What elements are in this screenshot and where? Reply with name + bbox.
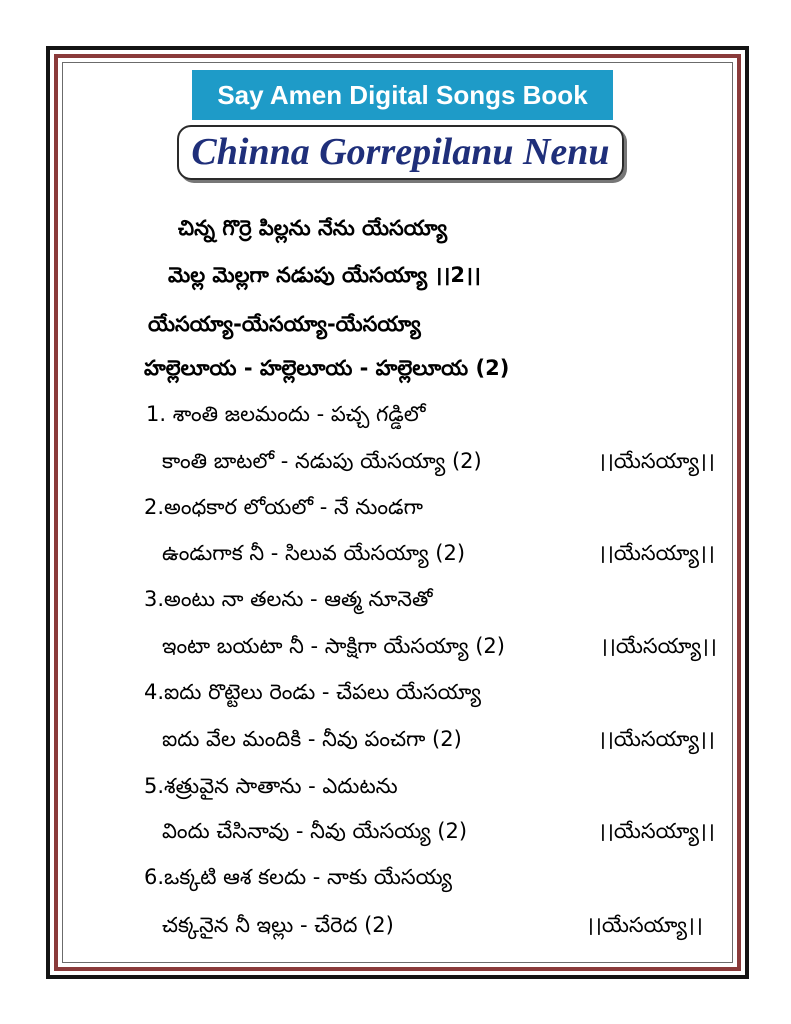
verse-refrain: ।।యేసయ్యా।।: [586, 913, 703, 937]
chorus-line: యేసయ్యా-యేసయ్యా-యేసయ్యా: [148, 312, 421, 336]
verse-line: 5.శత్రువైన సాతాను - ఎదుటను: [144, 774, 398, 798]
verse-refrain: ।।యేసయ్యా।।: [598, 541, 715, 565]
verse-refrain: ।।యేసయ్యా।।: [600, 634, 717, 658]
chorus-line: హల్లెలూయ - హల్లెలూయ - హల్లెలూయ (2): [144, 356, 510, 380]
verse-line: విందు చేసినావు - నీవు యేసయ్య (2): [162, 819, 468, 843]
verse-line: కాంతి బాటలో - నడుపు యేసయ్యా (2): [162, 449, 482, 473]
verse-line: చక్కనైన నీ ఇల్లు - చేరెద (2): [162, 913, 394, 937]
verse-line: ఇంటా బయటా నీ - సాక్షిగా యేసయ్యా (2): [162, 634, 505, 658]
verse-refrain: ।।యేసయ్యా।।: [598, 449, 715, 473]
verse-line: 1. శాంతి జలమందు - పచ్చ గడ్డిలో: [146, 402, 426, 426]
verse-refrain: ।।యేసయ్యా।।: [598, 819, 715, 843]
verse-line: 2.అంధకార లోయలో - నే నుండగా: [144, 495, 423, 519]
chorus-line: చిన్న గొర్రె పిల్లను నేను యేసయ్యా: [178, 216, 448, 240]
book-banner: Say Amen Digital Songs Book: [192, 70, 613, 120]
verse-line: 6.ఒక్కటి ఆశ కలదు - నాకు యేసయ్య: [144, 865, 453, 889]
verse-line: ఐదు వేల మందికి - నీవు పంచగా (2): [162, 727, 462, 751]
verse-line: 4.ఐదు రొట్టెలు రెండు - చేపలు యేసయ్యా: [144, 680, 481, 704]
song-title: Chinna Gorrepilanu Nenu: [177, 125, 624, 180]
chorus-line: మెల్ల మెల్లగా నడుపు యేసయ్యా ।।2।।: [168, 263, 481, 287]
verse-line: 3.అంటు నా తలను - ఆత్మ నూనెతో: [144, 587, 433, 611]
verse-line: ఉండుగాక నీ - సిలువ యేసయ్యా (2): [162, 541, 466, 565]
verse-refrain: ।।యేసయ్యా।।: [598, 727, 715, 751]
